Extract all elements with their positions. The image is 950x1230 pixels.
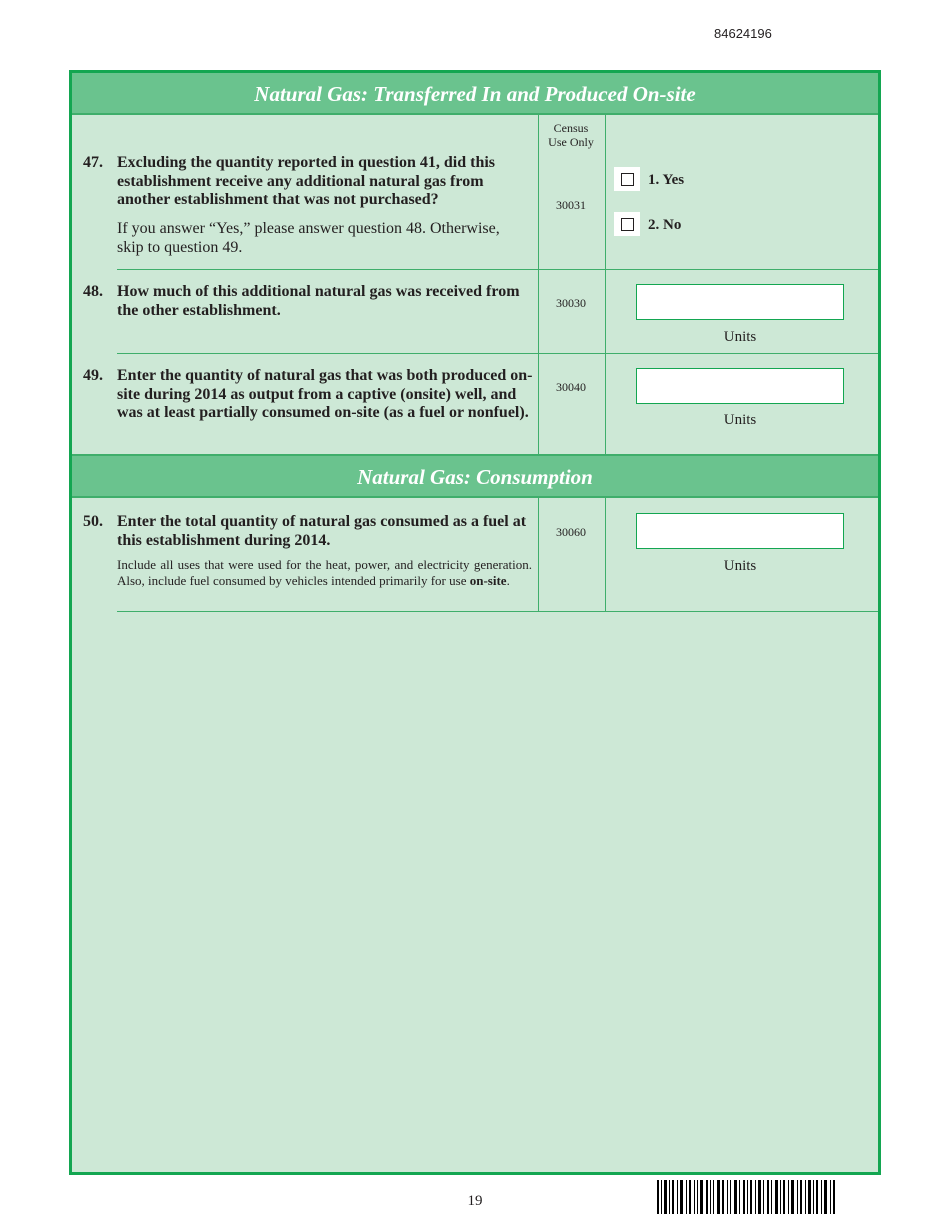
q50-units-label: Units <box>723 558 757 574</box>
q50-census-code: 30060 <box>556 525 586 539</box>
section-header-consumption: Natural Gas: Consumption <box>72 454 878 498</box>
q47-census-code: 30031 <box>556 198 586 212</box>
page-number: 19 <box>467 1193 483 1209</box>
q49-census-code: 30040 <box>556 380 586 394</box>
q50-quantity-input[interactable] <box>636 513 844 549</box>
q48-number: 48. <box>83 283 103 300</box>
census-column-divider <box>538 496 539 611</box>
q50-note: Include all uses that were used for the heat, power, and electricity generation. Also, include fuel consumed by vehicles intended primarily for use on-site. <box>117 557 532 588</box>
q47-text: Excluding the quantity reported in question 41, did this establishment receive any additional natural gas from another establishment that was not purchased? <box>117 154 496 208</box>
q47-no-checkbox[interactable] <box>614 212 640 236</box>
row-divider <box>117 611 878 612</box>
q47-yes-checkbox[interactable] <box>614 167 640 191</box>
q49-number: 49. <box>83 367 103 384</box>
q48-text: How much of this additional natural gas was received from the other establishment. <box>117 283 520 319</box>
section-header-transferred: Natural Gas: Transferred In and Produced On-site <box>72 73 878 115</box>
q47-number: 47. <box>83 154 103 171</box>
q47-no-label: 2. No <box>648 217 682 233</box>
answer-column-divider <box>605 115 606 454</box>
barcode <box>657 1180 837 1214</box>
q48-units-label: Units <box>723 329 757 345</box>
form-id: 84624196 <box>714 26 772 41</box>
q48-quantity-input[interactable] <box>636 284 844 320</box>
q48-census-code: 30030 <box>556 296 586 310</box>
q47-note: If you answer “Yes,” please answer question 48. Otherwise, skip to question 49. <box>117 220 500 256</box>
form-panel <box>69 70 881 1175</box>
census-use-only-label: Census Use Only <box>548 121 594 149</box>
q49-units-label: Units <box>723 412 757 428</box>
q50-number: 50. <box>83 513 103 530</box>
row-divider <box>117 353 878 354</box>
q49-text: Enter the quantity of natural gas that was both produced on-site during 2014 as output from a captive (onsite) well, and was at least partially consumed on-site (as a fuel or nonfuel). <box>117 367 533 421</box>
census-column-divider <box>538 115 539 454</box>
q47-yes-label: 1. Yes <box>648 172 685 188</box>
q50-text: Enter the total quantity of natural gas consumed as a fuel at this establishment during 2014. <box>117 513 527 549</box>
answer-column-divider <box>605 496 606 611</box>
q49-quantity-input[interactable] <box>636 368 844 404</box>
row-divider <box>117 269 878 270</box>
